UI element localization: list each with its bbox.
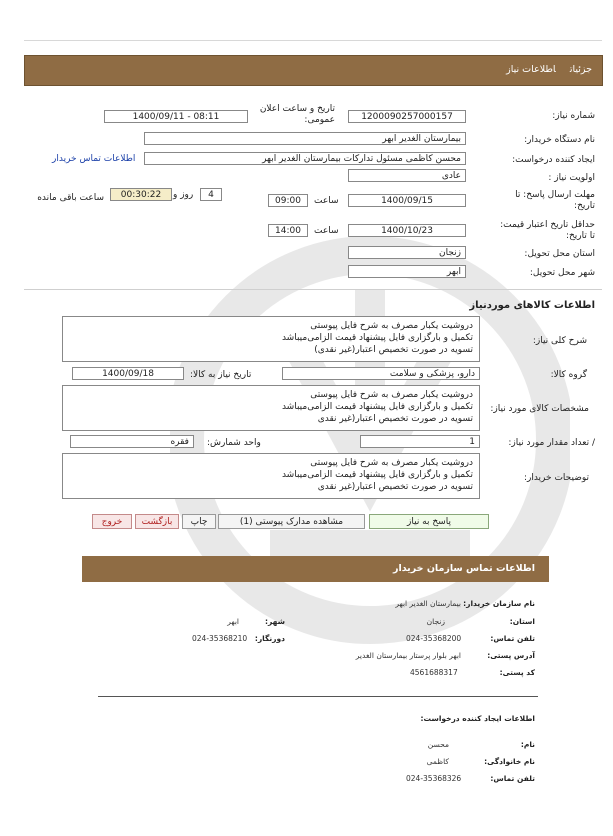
reply-deadline-date: 1400/09/15 [348, 194, 466, 207]
unit-label: واحد شمارش: [207, 438, 261, 448]
tab-need-info[interactable]: اطلاعات نیاز [506, 64, 556, 75]
price-validity-date: 1400/10/23 [348, 224, 466, 237]
address-value: ابهر بلوار پرستار بیمارستان الغدیر [355, 651, 461, 660]
summary-label: شرح کلی نیاز: [532, 336, 587, 346]
price-validity-time: 14:00 [268, 224, 308, 237]
contact-province-value: زنجان [426, 617, 445, 626]
contact-city-value: ابهر [227, 617, 239, 626]
top-divider [24, 40, 602, 41]
exit-button[interactable]: خروج [92, 514, 132, 529]
buyer-org-label: نام دستگاه خریدار: [524, 135, 595, 145]
announce-label: تاریخ و ساعت اعلان عمومی: [259, 104, 335, 125]
days-label: روز و [173, 190, 194, 200]
goods-group-label: گروه کالا: [550, 370, 587, 380]
city-field: ابهر [348, 265, 466, 278]
summary-box [62, 316, 480, 362]
contact-card-header [82, 556, 549, 582]
notes-line: تسویه در صورت تخصیص اعتبار(غیر نقدی [317, 482, 473, 492]
need-date-field: 1400/09/18 [72, 367, 184, 380]
page-header [24, 55, 603, 86]
buyer-notes-label: توضیحات خریدار: [523, 473, 589, 483]
header-tabs [492, 64, 592, 75]
notes-line: دروشیت یکبار مصرف به شرح فایل پیوستی [310, 458, 473, 468]
reply-deadline-time: 09:00 [268, 194, 308, 207]
postal-label: کد پستی: [499, 668, 535, 677]
last-name-value: کاظمی [426, 757, 449, 766]
spec-line: تسویه در صورت تخصیص اعتبار(غیر نقدی [317, 414, 473, 424]
spec-label: مشخصات کالای مورد نیاز: [490, 404, 589, 414]
buyer-notes-box [62, 453, 480, 499]
buyer-contact-link[interactable]: اطلاعات تماس خریدار [52, 154, 136, 164]
contact-city-label: شهر: [265, 617, 285, 626]
priority-label: اولویت نیاز : [548, 173, 595, 183]
section-divider [24, 289, 602, 290]
spec-line: دروشیت یکبار مصرف به شرح فایل پیوستی [310, 390, 473, 400]
org-name-label: نام سازمان خریدار: [463, 599, 535, 608]
fax-label: دورنگار: [254, 634, 285, 643]
days-left-field: 4 [200, 188, 222, 201]
first-name-label: نام: [520, 740, 535, 749]
province-field: زنجان [348, 246, 466, 259]
reply-deadline-label: مهلت ارسال پاسخ: تا تاریخ: [515, 190, 595, 211]
contact-province-label: استان: [509, 617, 535, 626]
need-date-label: تاریخ نیاز به کالا: [190, 370, 252, 380]
phone-label: تلفن تماس: [490, 634, 535, 643]
view-attachments-button[interactable]: مشاهده مدارک پیوستی (1) [218, 514, 365, 529]
city-label: شهر محل تحویل: [529, 268, 595, 278]
spec-box [62, 385, 480, 431]
print-button[interactable]: چاپ [182, 514, 216, 529]
remaining-label: ساعت باقی مانده [37, 193, 104, 203]
summary-line: تکمیل و بارگزاری فایل پیشنهاد قیمت الزامی‌میباشد [281, 333, 473, 343]
creator-section-label: اطلاعات ایجاد کننده درخواست: [420, 714, 535, 723]
validity-time-label: ساعت [314, 226, 339, 236]
summary-line: دروشیت یکبار مصرف به شرح فایل پیوستی [310, 321, 473, 331]
price-validity-label: حداقل تاریخ اعتبار قیمت: تا تاریخ: [500, 220, 595, 241]
need-number-label: شماره نیاز: [552, 111, 595, 121]
goods-section-title: اطلاعات کالاهای موردنیاز [469, 300, 595, 311]
creator-field: محسن کاظمی مسئول تدارکات بیمارستان الغدیر ابهر [144, 152, 466, 165]
quantity-label: / تعداد مقدار مورد نیاز: [508, 438, 595, 448]
reply-button[interactable]: پاسخ به نیاز [369, 514, 489, 529]
last-name-label: نام خانوادگی: [484, 757, 535, 766]
goods-group-field: دارو، پزشکی و سلامت [282, 367, 480, 380]
priority-field: عادی [348, 169, 466, 182]
contact-card-title: اطلاعات تماس سازمان خریدار [392, 563, 535, 574]
creator-phone-label: تلفن تماس: [490, 774, 535, 783]
announce-field: 1400/09/11 - 08:11 [104, 110, 248, 123]
contact-divider [98, 696, 538, 697]
org-name-value: بیمارستان الغدیر ابهر [395, 599, 461, 608]
tab-details[interactable]: جزئیات [569, 64, 592, 75]
creator-phone-value: 024-35368326 [406, 774, 462, 783]
postal-value: 4561688317 [410, 668, 458, 677]
address-label: آدرس پستی: [487, 651, 535, 660]
first-name-value: محسن [427, 740, 449, 749]
remaining-time-field: 00:30:22 [110, 188, 172, 201]
quantity-field: 1 [360, 435, 480, 448]
notes-line: تکمیل و بارگزاری فایل پیشنهاد قیمت الزامی‌میباشد [281, 470, 473, 480]
fax-value: 024-35368210 [192, 634, 248, 643]
creator-label: ایجاد کننده درخواست: [512, 155, 595, 165]
summary-line: تسویه در صورت تخصیص اعتبار(غیر نقدی) [314, 345, 473, 355]
reply-time-label: ساعت [314, 196, 339, 206]
unit-field: فقره [70, 435, 194, 448]
province-label: استان محل تحویل: [524, 249, 595, 259]
spec-line: تکمیل و بارگزاری فایل پیشنهاد قیمت الزامی‌میباشد [281, 402, 473, 412]
buyer-org-field: بیمارستان الغدیر ابهر [144, 132, 466, 145]
phone-value: 024-35368200 [406, 634, 462, 643]
back-button[interactable]: بازگشت [135, 514, 179, 529]
need-number-field: 1200090257000157 [348, 110, 466, 123]
